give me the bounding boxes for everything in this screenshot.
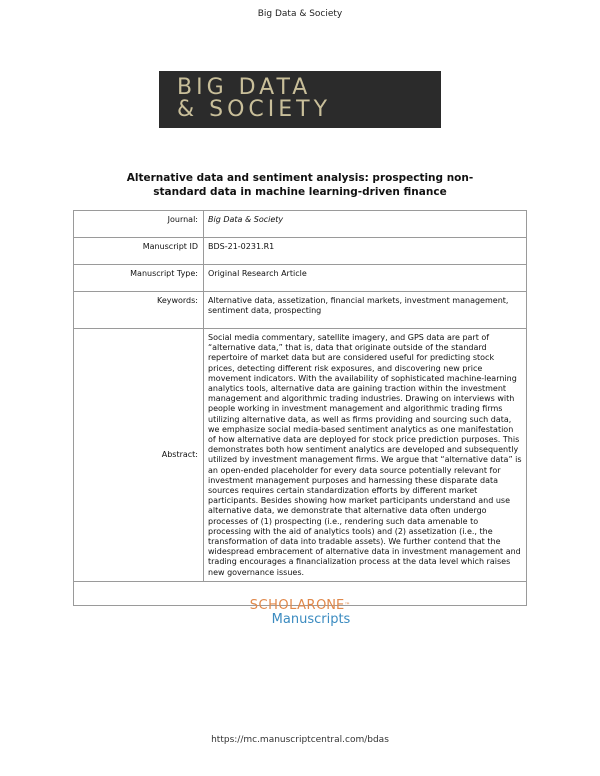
table-row <box>74 265 527 292</box>
table-row <box>74 329 527 582</box>
table-row <box>74 211 527 238</box>
journal-value: Big Data & Society <box>204 211 527 238</box>
table-row <box>74 238 527 265</box>
footer-url: https://mc.manuscriptcentral.com/bdas <box>211 735 389 745</box>
manuscript-id-label: Manuscript ID <box>74 238 204 265</box>
logo-line-2: & SOCIETY <box>177 97 332 122</box>
scholarone-logo <box>0 599 600 627</box>
scholarone-scholar-text: SCHOLAR <box>249 598 317 613</box>
title-line-1: Alternative data and sentiment analysis: prospecting non- <box>126 172 474 184</box>
title-line-2: standard data in machine learning-driven finance <box>153 186 447 198</box>
manuscript-type-label: Manuscript Type: <box>74 265 204 292</box>
keywords-value: Alternative data, assetization, financial markets, investment management, sentiment data, prospecting <box>204 292 527 329</box>
table-row <box>74 292 527 329</box>
scholarone-manuscripts-text: Manuscripts <box>271 612 351 627</box>
running-head: Big Data & Society <box>257 9 343 19</box>
abstract-label: Abstract: <box>74 329 204 582</box>
article-title <box>60 171 540 199</box>
keywords-label: Keywords: <box>74 292 204 329</box>
manuscript-id-value: BDS-21-0231.R1 <box>204 238 527 265</box>
manuscript-type-value: Original Research Article <box>204 265 527 292</box>
logo-line-1: BIG DATA <box>177 75 312 100</box>
scholarone-trademark: ™ <box>344 602 351 609</box>
abstract-value: Social media commentary, satellite imagery, and GPS data are part of “alternative data,” that is, data that originate outside of the standard repertoire of market data but are considered useful for predicting stock prices, detecting different risk exposures, and discovering new price movement indicators. With the availability of sophisticated machine-learning analytics tools, alternative data are gaining traction within the investment management and algorithmic trading industries. Drawing on interviews with people working in investment management and algorithmic trading firms utilizing alternative data, as well as firms providing and sourcing such data, we emphasize social media-based sentiment analytics as one manifestation of how alternative data are deployed for stock price prediction purposes. This demonstrates both how sentiment analytics are developed and subsequently utilized by investment management firms. We argue that “alternative data” is an open-ended placeholder for every data source potentially relevant for investment management purposes and harnessing these disparate data sources requires certain standardization efforts by different market participants. Besides showing how market participants understand and use alternative data, we demonstrate that alternative data often undergo processes of (1) prospecting (i.e., rendering such data amenable to processing with the aid of analytics tools) and (2) assetization (i.e., the transformation of data into tradable assets). We further contend that the widespread embracement of alternative data in investment management and trading encourages a financialization process at the data level which raises new governance issues. <box>204 329 527 582</box>
manuscript-metadata-table <box>73 210 527 606</box>
journal-logo <box>159 71 441 128</box>
scholarone-one-text: ONE <box>316 598 345 613</box>
journal-label: Journal: <box>74 211 204 238</box>
